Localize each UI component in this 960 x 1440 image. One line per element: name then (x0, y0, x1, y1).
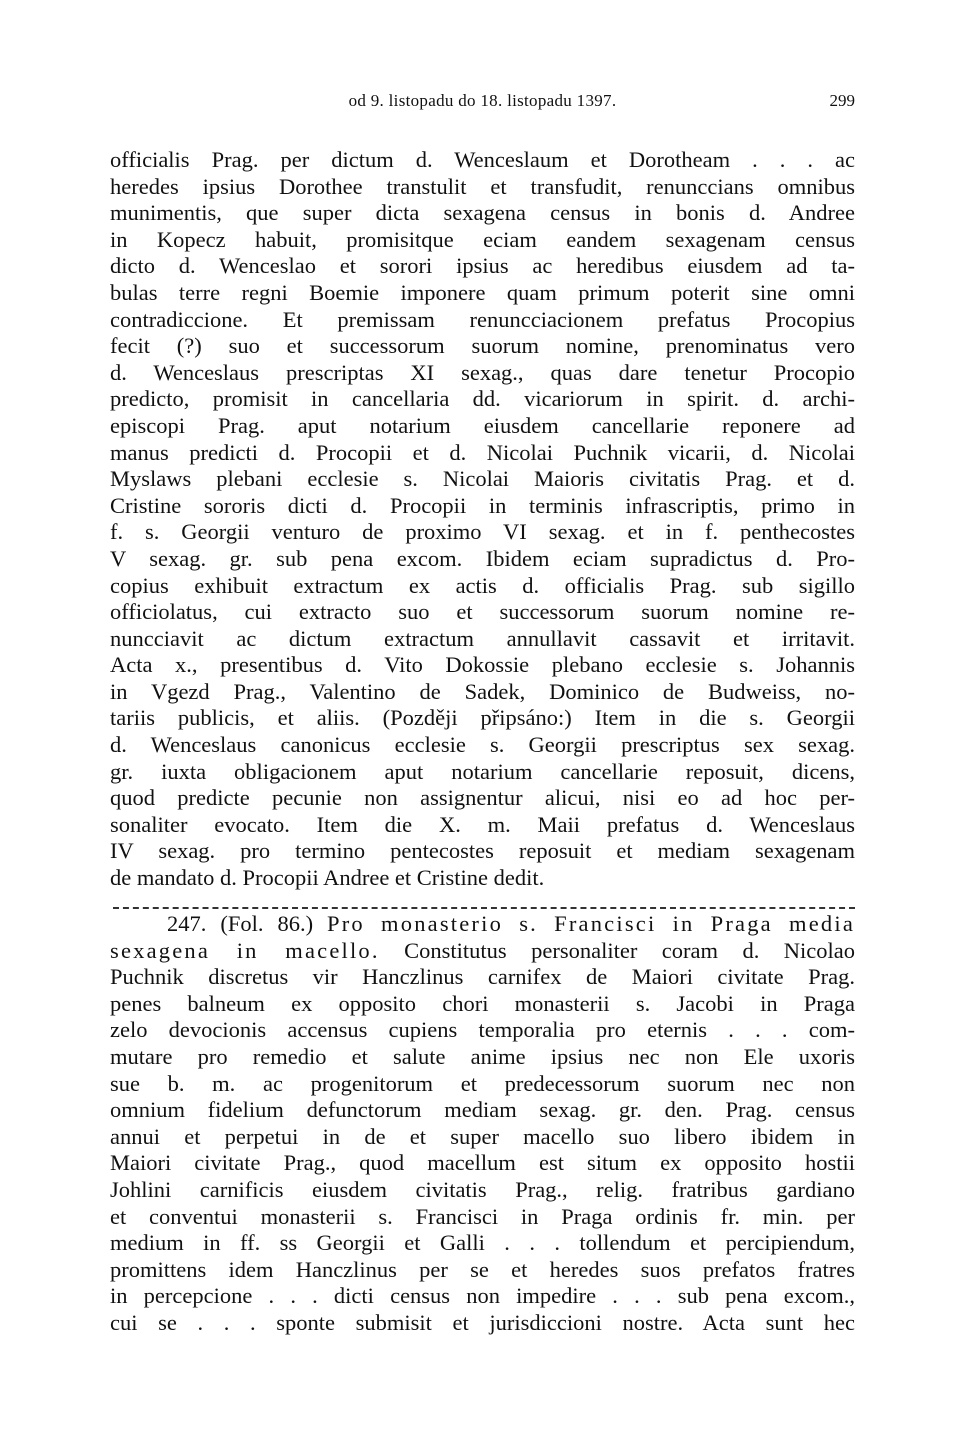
entry-title-part-1: Pro monasterio s. Francisci in Praga media (327, 911, 856, 936)
text-line: bulas terre regni Boemie imponere quam primum poterit sine omni (110, 279, 855, 305)
text-line: fecit (?) suo et successorum suorum nomine, prenominatus vero (110, 333, 855, 359)
text-line: heredes ipsius Dorothee transtulit et transfudit, renunccians omnibus (110, 173, 855, 199)
text-line: annui et perpetui in de et super macello suo libero ibidem in (110, 1123, 855, 1149)
text-line: officiolatus, cui extracto suo et successorum suorum nomine re- (110, 599, 855, 625)
text-line: V sexag. gr. sub pena excom. Ibidem eciam supradictus d. Pro- (110, 545, 855, 571)
running-title: od 9. listopadu do 18. listopadu 1397. (348, 91, 617, 110)
text-line: Johlini carnificis eiusdem civitatis Prag., relig. fratribus gardiano (110, 1176, 855, 1202)
text-line: Cristine sororis dicti d. Procopii in terminis infrascriptis, primo in (110, 492, 855, 518)
text-line: quod predicte pecunie non assignentur alicui, nisi eo ad hoc per- (110, 785, 855, 811)
text-line: in Kopecz habuit, promisitque eciam eandem sexagenam census (110, 226, 855, 252)
text-line: cui se . . . sponte submisit et jurisdiccioni nostre. Acta sunt hec (110, 1309, 855, 1335)
text-line: Maiori civitate Prag., quod macellum est situm ex opposito hostii (110, 1150, 855, 1176)
text-line: f. s. Georgii venturo de proximo VI sexag. et in f. penthecostes (110, 519, 855, 545)
entry-number: 247. (167, 911, 207, 936)
text-line: de mandato d. Procopii Andree et Cristine dedit. (110, 865, 545, 891)
section-divider (113, 907, 855, 909)
text-line: promittens idem Hanczlinus per se et heredes suos prefatos fratres (110, 1256, 855, 1282)
text-line: Acta x., presentibus d. Vito Dokossie plebano ecclesie s. Johannis (110, 652, 855, 678)
entry-247 (110, 911, 855, 1337)
text-line: episcopi Prag. aput notarium eiusdem cancellarie reponere ad (110, 412, 855, 438)
text-line: copius exhibuit extractum ex actis d. officialis Prag. sub sigillo (110, 572, 855, 598)
entry-heading-line (110, 911, 855, 938)
text-line: nuncciavit ac dictum extractum annullavit cassavit et irritavit. (110, 625, 855, 651)
text-line: gr. iuxta obligacionem aput notarium cancellarie reposuit, dicens, (110, 758, 855, 784)
text-line: dicto d. Wenceslao et sorori ipsius ac heredibus eiusdem ad ta- (110, 253, 855, 279)
text-line: Puchnik discretus vir Hanczlinus carnifex de Maiori civitate Prag. (110, 964, 855, 990)
text-line: sue b. m. ac progenitorum et predecessorum suorum nec non (110, 1070, 855, 1096)
text-line: d. Wenceslaus canonicus ecclesie s. Georgii prescriptus sex sexag. (110, 732, 855, 758)
text-line: munimentis, que super dicta sexagena census in bonis d. Andree (110, 200, 855, 226)
text-line: manus predicti d. Procopii et d. Nicolai Puchnik vicarii, d. Nicolai (110, 439, 855, 465)
text-line: medium in ff. ss Georgii et Galli . . . tollendum et percipiendum, (110, 1230, 855, 1256)
entry-title-part-2: sexagena in macello. (110, 937, 380, 963)
text-line: Myslaws plebani ecclesie s. Nicolai Maioris civitatis Prag. et d. (110, 466, 855, 492)
text-line: sonaliter evocato. Item die X. m. Maii prefatus d. Wenceslaus (110, 811, 855, 837)
text-line: et conventui monasterii s. Francisci in Praga ordinis fr. min. per (110, 1203, 855, 1229)
text-line: mutare pro remedio et salute anime ipsius nec non Ele uxoris (110, 1043, 855, 1069)
text-line: tariis publicis, et aliis. (Později připsáno:) Item in die s. Georgii (110, 705, 855, 731)
text-line: penes balneum ex opposito chori monasterii s. Jacobi in Praga (110, 990, 855, 1016)
text-line: d. Wenceslaus prescriptas XI sexag., quas dare tenetur Procopio (110, 359, 855, 385)
folio-reference: (Fol. 86.) (220, 911, 314, 936)
text-line: in percepcione . . . dicti census non impedire . . . sub pena excom., (110, 1283, 855, 1309)
entry-heading-line-2 (110, 938, 855, 965)
text-line: IV sexag. pro termino pentecostes reposuit et mediam sexagenam (110, 838, 855, 864)
text-line: in Vgezd Prag., Valentino de Sadek, Dominico de Budweiss, no- (110, 678, 855, 704)
text-line: contradiccione. Et premissam renuncciacionem prefatus Procopius (110, 306, 855, 332)
entry-text-start: Constitutus personaliter coram d. Nicolao (404, 937, 856, 963)
continued-entry-text (110, 147, 855, 892)
text-line: zelo devocionis accensus cupiens temporalia pro eternis . . . com- (110, 1017, 855, 1043)
text-line: officialis Prag. per dictum d. Wenceslaum et Dorotheam . . . ac (110, 147, 855, 172)
text-line: predicto, promisit in cancellaria dd. vicariorum in spirit. d. archi- (110, 386, 855, 412)
page-number: 299 (829, 91, 855, 110)
running-head (110, 91, 855, 115)
text-line: omnium fidelium defunctorum mediam sexag. gr. den. Prag. census (110, 1097, 855, 1123)
